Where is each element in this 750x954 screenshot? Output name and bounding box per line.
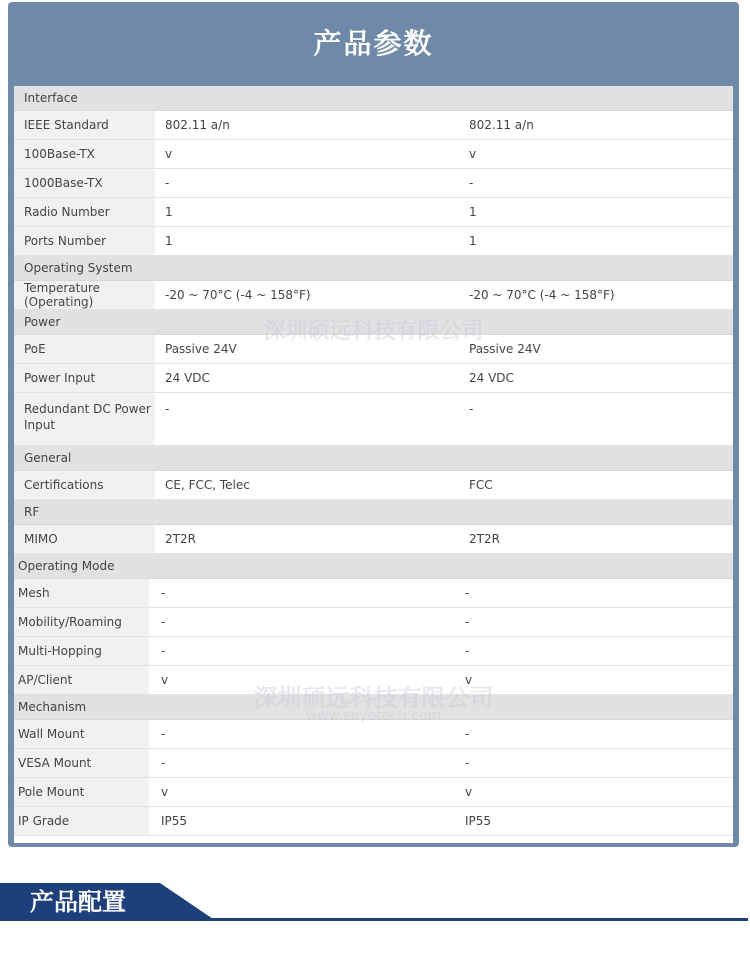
spec-value-model-a: v (155, 140, 459, 169)
table-row (14, 111, 733, 140)
spec-label: Certifications (14, 471, 155, 500)
spec-value-model-a: - (149, 637, 453, 666)
spec-label: Mesh (14, 579, 149, 608)
spec-table-area (14, 86, 733, 843)
section-title: Power (14, 310, 733, 335)
spec-table-bottom (14, 554, 733, 836)
spec-label: Redundant DC Power Input (14, 393, 155, 446)
section-title: Operating Mode (14, 554, 733, 579)
spec-label: Mobility/Roaming (14, 608, 149, 637)
section-title: RF (14, 500, 733, 525)
spec-value-model-a: CE, FCC, Telec (155, 471, 459, 500)
spec-value-model-b: 2T2R (459, 525, 733, 554)
spec-label: VESA Mount (14, 749, 149, 778)
spec-label: MIMO (14, 525, 155, 554)
spec-value-model-b: v (459, 140, 733, 169)
section-header-row (14, 446, 733, 471)
spec-label: Multi-Hopping (14, 637, 149, 666)
spec-panel (8, 2, 739, 847)
table-row (14, 471, 733, 500)
page-title: 产品参数 (313, 27, 434, 60)
table-row (14, 807, 733, 836)
spec-value-model-a: 24 VDC (155, 364, 459, 393)
spec-value-model-a: Passive 24V (155, 335, 459, 364)
section-header-row (14, 310, 733, 335)
spec-value-model-a: v (149, 778, 453, 807)
section-heading: 产品配置 (0, 883, 160, 921)
spec-value-model-a: 1 (155, 227, 459, 256)
spec-label: IEEE Standard (14, 111, 155, 140)
section-header-row (14, 86, 733, 111)
watermark-text-2: 深圳硕远科技有限公司 (253, 684, 494, 712)
spec-value-model-a: 802.11 a/n (155, 111, 459, 140)
table-row (14, 169, 733, 198)
spec-value-model-b: v (453, 666, 733, 695)
spec-value-model-b: -20 ~ 70°C (-4 ~ 158°F) (459, 281, 733, 310)
table-row (14, 778, 733, 807)
section-header-row (14, 500, 733, 525)
spec-value-model-a: 1 (155, 198, 459, 227)
spec-table-top (14, 86, 733, 554)
table-row (14, 749, 733, 778)
spec-value-model-b: 1 (459, 198, 733, 227)
spec-value-model-b: IP55 (453, 807, 733, 836)
section-header-row (14, 256, 733, 281)
spec-value-model-b: - (453, 579, 733, 608)
table-row (14, 335, 733, 364)
section-title: Operating System (14, 256, 733, 281)
spec-label: Temperature (Operating) (14, 281, 155, 310)
spec-value-model-b: - (453, 749, 733, 778)
table-row (14, 364, 733, 393)
watermark-url: www.soyetech.com (305, 708, 442, 724)
spec-value-model-a: - (155, 169, 459, 198)
table-row (14, 608, 733, 637)
table-row (14, 666, 733, 695)
spec-value-model-b: 802.11 a/n (459, 111, 733, 140)
section-title: General (14, 446, 733, 471)
section-header-row (14, 554, 733, 579)
spec-label: Ports Number (14, 227, 155, 256)
spec-value-model-a: - (155, 393, 459, 446)
spec-label: Pole Mount (14, 778, 149, 807)
section-title: Interface (14, 86, 733, 111)
table-row (14, 720, 733, 749)
table-row (14, 579, 733, 608)
spec-label: AP/Client (14, 666, 149, 695)
spec-value-model-b: - (453, 720, 733, 749)
spec-value-model-a: - (149, 608, 453, 637)
spec-label: Wall Mount (14, 720, 149, 749)
table-row (14, 140, 733, 169)
spec-value-model-b: 24 VDC (459, 364, 733, 393)
spec-label: IP Grade (14, 807, 149, 836)
spec-value-model-b: - (453, 608, 733, 637)
spec-value-model-a: IP55 (149, 807, 453, 836)
spec-label: 100Base-TX (14, 140, 155, 169)
spec-value-model-a: - (149, 579, 453, 608)
table-row (14, 281, 733, 310)
spec-value-model-a: 2T2R (155, 525, 459, 554)
spec-value-model-a: - (149, 749, 453, 778)
table-row (14, 637, 733, 666)
spec-value-model-b: - (459, 169, 733, 198)
spec-label: PoE (14, 335, 155, 364)
spec-value-model-b: FCC (459, 471, 733, 500)
section-title: Mechanism (14, 695, 733, 720)
spec-value-model-b: - (453, 637, 733, 666)
spec-value-model-a: -20 ~ 70°C (-4 ~ 158°F) (155, 281, 459, 310)
spec-value-model-b: - (459, 393, 733, 446)
watermark-text: 深圳硕远科技有限公司 (263, 319, 484, 344)
spec-value-model-b: v (453, 778, 733, 807)
spec-value-model-a: - (149, 720, 453, 749)
table-row (14, 198, 733, 227)
spec-label: 1000Base-TX (14, 169, 155, 198)
section-header-row (14, 695, 733, 720)
spec-value-model-b: 1 (459, 227, 733, 256)
section-heading-arrow (160, 883, 216, 921)
section-heading-rule (160, 918, 748, 921)
spec-label: Radio Number (14, 198, 155, 227)
spec-value-model-a: v (149, 666, 453, 695)
spec-value-model-b: Passive 24V (459, 335, 733, 364)
table-row (14, 525, 733, 554)
table-row (14, 393, 733, 446)
table-row (14, 227, 733, 256)
spec-label: Power Input (14, 364, 155, 393)
